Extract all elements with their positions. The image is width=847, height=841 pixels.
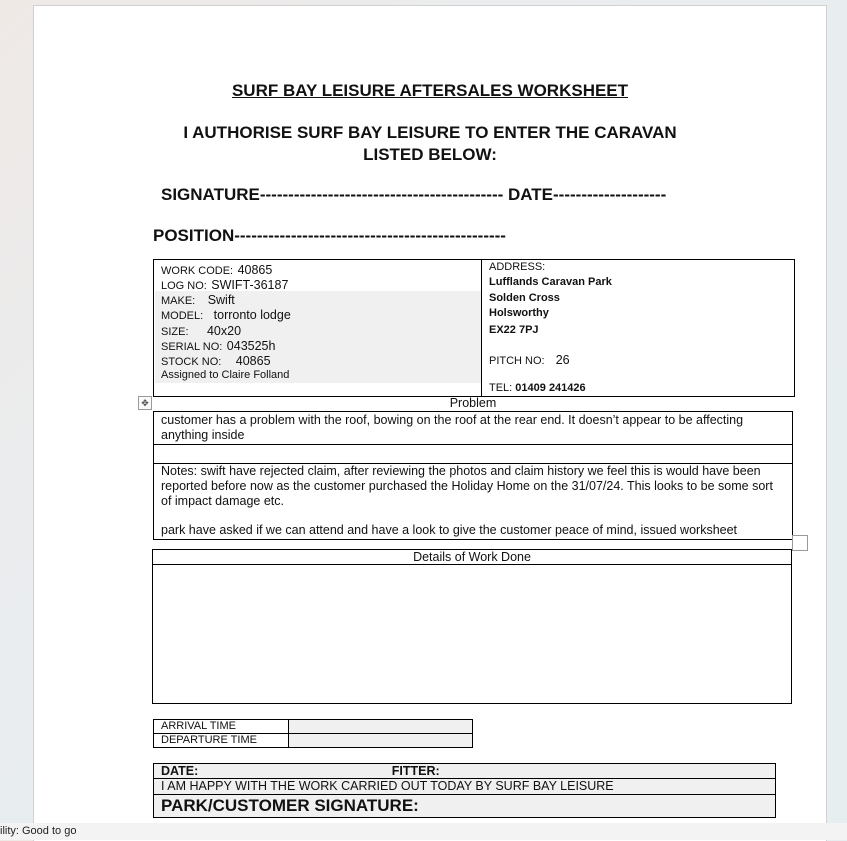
make-label: MAKE: bbox=[161, 295, 196, 307]
work-code-label: WORK CODE: bbox=[161, 265, 234, 277]
departure-value[interactable] bbox=[289, 734, 472, 747]
column-divider bbox=[481, 260, 482, 396]
log-no-label: LOG NO: bbox=[161, 280, 207, 292]
size-value: 40x20 bbox=[206, 324, 242, 338]
worksheet-title: SURF BAY LEISURE AFTERSALES WORKSHEET bbox=[231, 81, 629, 100]
log-no-value: SWIFT-36187 bbox=[211, 278, 289, 292]
status-bar: ility: Good to go bbox=[0, 823, 847, 840]
notes-text: Notes: swift have rejected claim, after reviewing the photos and claim history we feel this is would have been reported before now as the customer purchased the Holiday Home on the 31/07/24. This looks to be some sort of impact damage etc. bbox=[161, 464, 773, 508]
table-resize-handle[interactable] bbox=[792, 535, 808, 551]
pitch-row bbox=[489, 353, 570, 367]
stock-label: STOCK NO: bbox=[161, 356, 222, 368]
work-done-table[interactable] bbox=[152, 549, 792, 704]
stock-row bbox=[161, 352, 271, 370]
fitter-label: FITTER: bbox=[391, 764, 440, 778]
pitch-value: 26 bbox=[555, 353, 570, 367]
customer-signature-label: PARK/CUSTOMER SIGNATURE: bbox=[161, 796, 419, 815]
address-line-4: EX22 7PJ bbox=[489, 324, 539, 336]
signoff-table[interactable] bbox=[153, 763, 776, 818]
make-value: Swift bbox=[207, 293, 235, 307]
address-line-1: Lufflands Caravan Park bbox=[489, 276, 612, 288]
size-label: SIZE: bbox=[161, 326, 189, 338]
problem-header: Problem bbox=[449, 396, 497, 410]
happy-row: I AM HAPPY WITH THE WORK CARRIED OUT TODAY BY SURF BAY LEISURE bbox=[154, 779, 775, 795]
work-done-header: Details of Work Done bbox=[153, 550, 791, 565]
date-label: DATE: bbox=[161, 764, 199, 778]
date-fitter-row bbox=[154, 764, 775, 779]
stock-value: 40865 bbox=[235, 354, 271, 368]
authorisation-text bbox=[0, 122, 847, 166]
work-code-value: 40865 bbox=[237, 263, 273, 277]
pitch-label: PITCH NO: bbox=[489, 355, 545, 367]
address-label: ADDRESS: bbox=[489, 261, 546, 273]
caravan-info-table[interactable] bbox=[153, 259, 795, 397]
tel-row bbox=[489, 382, 586, 394]
notes-spacer bbox=[161, 509, 785, 523]
table-move-handle-icon[interactable]: ✥ bbox=[138, 396, 152, 410]
problem-description[interactable]: customer has a problem with the roof, bowing on the roof at the rear end. It doesn’t appear to be affecting anything inside bbox=[154, 412, 792, 445]
authorisation-line-2: LISTED BELOW: bbox=[363, 145, 497, 164]
arrival-value[interactable] bbox=[289, 720, 472, 733]
times-table[interactable] bbox=[153, 719, 473, 748]
signature-date-line: SIGNATURE------------------------------------------- DATE-------------------- bbox=[161, 185, 667, 204]
position-line: POSITION------------------------------------------------ bbox=[153, 226, 506, 245]
tel-value: 01409 241426 bbox=[515, 382, 586, 394]
serial-value: 043525h bbox=[226, 339, 276, 353]
arrival-row bbox=[154, 720, 472, 734]
arrival-label: ARRIVAL TIME bbox=[154, 720, 289, 733]
serial-label: SERIAL NO: bbox=[161, 341, 223, 353]
model-value: torronto lodge bbox=[213, 308, 291, 322]
work-done-body[interactable] bbox=[153, 565, 791, 703]
tel-label: TEL: bbox=[489, 382, 513, 394]
departure-label: DEPARTURE TIME bbox=[154, 734, 289, 747]
assigned-to: Assigned to Claire Folland bbox=[161, 369, 290, 381]
address-line-3: Holsworthy bbox=[489, 307, 549, 319]
problem-table[interactable] bbox=[153, 411, 793, 540]
departure-row bbox=[154, 734, 472, 747]
notes-cell[interactable] bbox=[154, 464, 792, 539]
model-label: MODEL: bbox=[161, 310, 204, 322]
notes-text-2: park have asked if we can attend and have a look to give the customer peace of mind, issued worksheet bbox=[161, 523, 738, 537]
authorisation-line-1: I AUTHORISE SURF BAY LEISURE TO ENTER THE CARAVAN bbox=[183, 123, 677, 142]
address-line-2: Solden Cross bbox=[489, 292, 560, 304]
problem-empty-row[interactable] bbox=[154, 445, 792, 464]
